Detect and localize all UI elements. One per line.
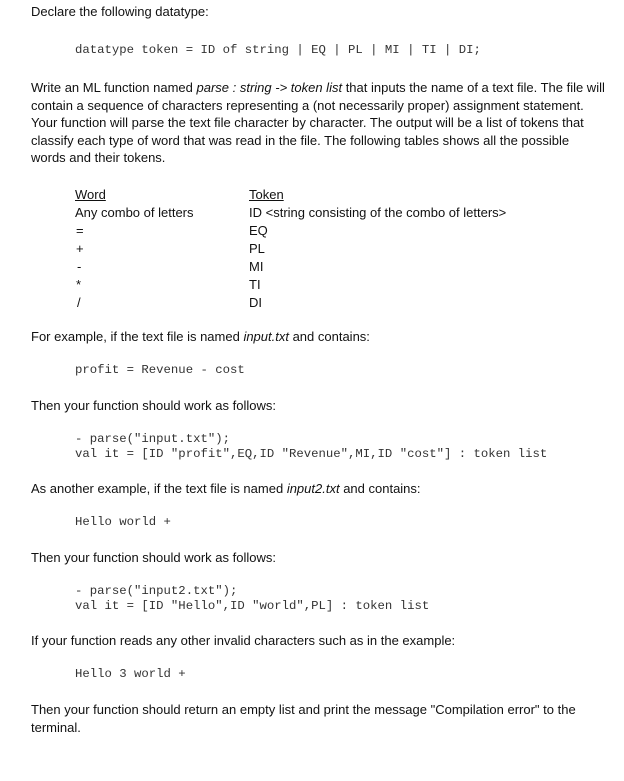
function-signature: parse : string -> token list — [196, 80, 343, 95]
example2-filename: input2.txt — [286, 481, 340, 496]
example2-intro — [31, 480, 421, 497]
table-token-cell: PL — [249, 241, 265, 256]
intro-text-2: that inputs the name of a text file. The file will contain a sequence of characters representing a (not necessarily proper) assignment statement. Your function will parse the text file character by character. The output will be a list of tokens that classify each type of word that was read in the file. The following tables shows all the possible words and their tokens. — [31, 80, 605, 165]
table-token-cell: MI — [249, 259, 264, 274]
table-token-cell: ID <string consisting of the combo of letters> — [249, 205, 507, 220]
example1-filename: input.txt — [243, 329, 289, 344]
table-token-cell: DI — [249, 295, 262, 310]
example2-text-1: As another example, if the text file is named — [31, 481, 287, 496]
table-token-cell: TI — [249, 277, 261, 292]
table-word-cell: Any combo of letters — [75, 205, 194, 220]
example1-result: val it = [ID "profit",EQ,ID "Revenue",MI,ID "cost"] : token list — [75, 447, 548, 461]
table-word-cell: / — [77, 295, 81, 310]
intro-text-1: Write an ML function named — [31, 80, 197, 95]
example2-result: val it = [ID "Hello",ID "world",PL] : token list — [75, 599, 430, 613]
table-word-cell: = — [76, 223, 84, 238]
invalid-conclusion: Then your function should return an empty list and print the message "Compilation error" to the terminal. — [31, 702, 576, 735]
datatype-code: datatype token = ID of string | EQ | PL | MI | TI | DI; — [75, 43, 481, 57]
invalid-intro: If your function reads any other invalid characters such as in the example: — [31, 633, 456, 648]
example2-call: - parse("input2.txt"); — [75, 584, 238, 598]
example2-text-2: and contains: — [339, 481, 421, 496]
example1-text-2: and contains: — [288, 329, 370, 344]
table-word-cell: + — [76, 241, 84, 256]
heading: Declare the following datatype: — [31, 4, 209, 19]
example1-call: - parse("input.txt"); — [75, 432, 230, 446]
table-word-cell: - — [77, 259, 82, 274]
table-token-cell: EQ — [249, 223, 268, 238]
table-word-cell: * — [76, 277, 82, 292]
intro-paragraph — [31, 79, 606, 167]
example2-file-content: Hello world + — [75, 515, 171, 529]
invalid-file-content: Hello 3 world + — [75, 667, 186, 681]
table-header-token: Token — [249, 187, 284, 202]
example1-follows: Then your function should work as follows: — [31, 398, 276, 413]
example1-intro — [31, 328, 370, 345]
example1-file-content: profit = Revenue - cost — [75, 363, 245, 377]
table-header-word: Word — [75, 187, 106, 202]
example1-text-1: For example, if the text file is named — [31, 329, 244, 344]
example2-follows: Then your function should work as follows: — [31, 550, 276, 565]
